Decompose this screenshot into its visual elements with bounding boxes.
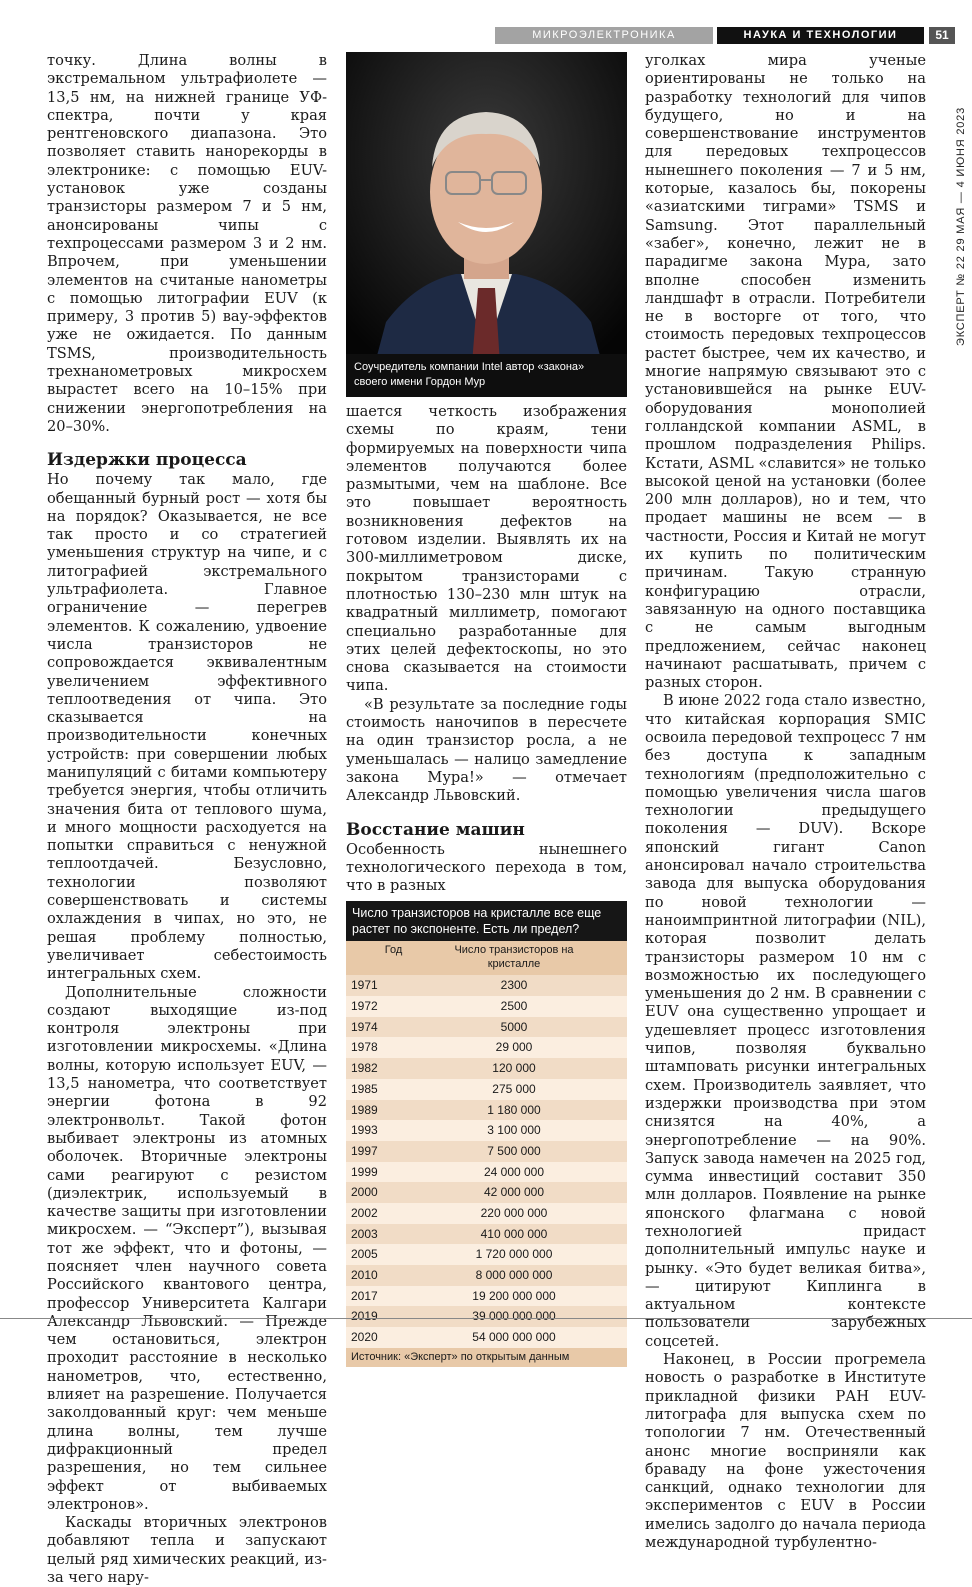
cell-count: 7 500 000 bbox=[487, 1143, 541, 1158]
cell-count: 8 000 000 000 bbox=[475, 1268, 553, 1283]
cell-count: 1 720 000 000 bbox=[475, 1247, 553, 1262]
cell-year: 1982 bbox=[351, 1061, 378, 1076]
table-row bbox=[346, 1327, 627, 1348]
cell-count: 275 000 bbox=[492, 1081, 536, 1096]
cell-year: 2017 bbox=[351, 1288, 378, 1303]
table-row bbox=[346, 1058, 627, 1079]
portrait-photo bbox=[346, 52, 627, 397]
table-row bbox=[346, 1141, 627, 1162]
cell-count: 5000 bbox=[500, 1019, 528, 1034]
column-3 bbox=[645, 52, 926, 1552]
column-2 bbox=[346, 52, 627, 1367]
column-header-year: Год bbox=[384, 944, 403, 957]
transistor-table bbox=[346, 901, 627, 1366]
cell-year: 2010 bbox=[351, 1268, 378, 1283]
cell-year: 1993 bbox=[351, 1123, 378, 1138]
table-row bbox=[346, 1079, 627, 1100]
cell-year: 1997 bbox=[351, 1143, 378, 1158]
paragraph: В июне 2022 года стало известно, что китайская корпорация SMIC освоила передовой техпроцесс 7 нм без доступа к западным технологиям (предположительно с помощью увеличения числа шагов технологии предыдущего поколения — DUV). Вскоре японский гигант Canon анонсировал начало строительства завода для выпуска оборудования по новой технологии — наноимпринтной литографии (NIL), которая позволит делать транзисторы размером 10 нм с возможностью их последующего уменьшения до 2 нм. В сравнении с EUV она существенно упрощает и удешевляет процесс изготовления чипов, позволяя буквально штамповать рисунки интегральных схем. Производитель заявляет, что издержки производства при этом снизятся на 40%, а энергопотребление — на 90%. Запуск завода намечен на 2025 год, сумма инвестиций составит 350 млн долларов. Появление на рынке японского флагмана с новой технологией придаст дополнительный импульс науке и рынку. «Это будет великая битва», — цитируют Киплинга в актуальном контексте пользователи зарубежных соцсетей. bbox=[645, 692, 926, 1350]
cell-count: 29 000 bbox=[495, 1040, 533, 1055]
table-header bbox=[346, 941, 627, 975]
issue-label: ЭКСПЕРТ № 22 29 МАЯ — 4 ИЮНЯ 2023 bbox=[955, 107, 967, 346]
table-row bbox=[346, 1224, 627, 1245]
paragraph: Особенность нынешнего технологического перехода в том, что в разных bbox=[346, 840, 627, 895]
cell-year: 1985 bbox=[351, 1081, 378, 1096]
table-row bbox=[346, 1182, 627, 1203]
cell-year: 2000 bbox=[351, 1185, 378, 1200]
subheading: Восстание машин bbox=[346, 819, 525, 840]
issue-strip bbox=[942, 56, 967, 346]
cell-count: 220 000 000 bbox=[480, 1205, 548, 1220]
cell-count: 120 000 bbox=[492, 1061, 536, 1076]
cell-count: 54 000 000 000 bbox=[472, 1330, 556, 1345]
cell-count: 3 100 000 bbox=[487, 1123, 541, 1138]
table-row bbox=[346, 975, 627, 996]
table-row bbox=[346, 1203, 627, 1224]
cell-year: 2019 bbox=[351, 1309, 378, 1324]
section-label: МИКРОЭЛЕКТРОНИКА bbox=[495, 27, 713, 44]
subheading: Издержки процесса bbox=[47, 450, 247, 471]
column-header-count: Число транзисторов на кристалле bbox=[454, 944, 574, 971]
paragraph: Дополнительные сложности создают выходящие из-под контроля электроны при изготовлении микросхемы. «Длина волны, которую использует EUV, — 13,5 нанометра, что соответствует энергии фотона в 92 электронвольт. Такой фотон выбивает электроны из атомных оболочек. Вторичные электроны сами реагируют с резистом (диэлектрик, используемый в качестве защиты при изготовлении микросхем. — “Эксперт”), вызывая тот же эффект, что и фотоны, — поясняет член научного совета Российского квантового центра, профессор Университета Калгари Александр Львовский. — Прежде чем остановиться, электрон проходит расстояние в несколько нанометров, что, естественно, влияет на разрешение. Получается заколдованный круг: чем меньше длина волны, тем лучше дифракционный предел разрешения, но тем сильнее эффект от выбиваемых электронов». bbox=[47, 983, 327, 1513]
cell-year: 1978 bbox=[351, 1040, 378, 1055]
paragraph: шается четкость изображения схемы по краям, тени формируемых на поверхности чипа элементов получаются более размытыми, чем на шаблоне. Все это повышает вероятность возникновения дефектов на готовом изделии. Выявлять их на 300-миллиметровом диске, покрытом транзисторами с плотностью 130–230 млн штук на квадратный миллиметр, помогают специально разработанные для этих целей дефектоскопы, но это снова сказывается на стоимости чипа. bbox=[346, 403, 627, 695]
table-row bbox=[346, 1100, 627, 1121]
cell-count: 410 000 000 bbox=[480, 1226, 548, 1241]
cell-count: 2300 bbox=[500, 978, 528, 993]
cell-count: 1 180 000 bbox=[487, 1102, 541, 1117]
cell-count: 42 000 000 bbox=[483, 1185, 545, 1200]
cell-year: 2003 bbox=[351, 1226, 378, 1241]
cell-year: 2005 bbox=[351, 1247, 378, 1262]
table-row bbox=[346, 1306, 627, 1327]
paragraph: Каскады вторичных электронов добавляют тепла и запускают целый ряд химических реакций, из-за чего нару- bbox=[47, 1514, 327, 1587]
table-row bbox=[346, 1286, 627, 1307]
cell-year: 1999 bbox=[351, 1164, 378, 1179]
page-number: 51 bbox=[929, 27, 955, 44]
table-row bbox=[346, 996, 627, 1017]
cell-year: 1989 bbox=[351, 1102, 378, 1117]
cell-count: 2500 bbox=[500, 999, 528, 1014]
table-row bbox=[346, 1037, 627, 1058]
paragraph: уголках мира ученые ориентированы не только на разработку технологий для чипов будущего, но и на совершенствование инструментов для передовых техпроцессов нынешнего поколения — 7 и 5 нм, которые, казалось бы, покорены «азиатскими тиграми» TSMS и Samsung. Этот параллельный «забег», конечно, лежит не в парадигме закона Мура, зато вполне способен изменить ландшафт в отрасли. Потребители не в восторге от того, что стоимость передовых техпроцессов растет быстрее, чем их качество, и многие напрямую связывают это с установившейся на рынке EUV-оборудования монополией голландской компании ASML, в прошлом подразделения Philips. Кстати, ASML «славится» не только высокой ценой на установки (более 200 млн долларов), но и тем, что продает машины не всем — в частности, Россия и Китай не могут их купить по политическим причинам. Такую странную конфигурацию отрасли, завязанную на одного поставщика с не самым выгодным предложением, сейчас наконец начинают расшатывать, причем с разных сторон. bbox=[645, 52, 926, 692]
table-row bbox=[346, 1162, 627, 1183]
table-title: Число транзисторов на кристалле все еще растет по экспоненте. Есть ли предел? bbox=[346, 901, 627, 941]
cell-year: 2002 bbox=[351, 1205, 378, 1220]
cell-year: 2020 bbox=[351, 1330, 378, 1345]
table-source: Источник: «Эксперт» по открытым данным bbox=[346, 1348, 627, 1367]
table-row bbox=[346, 1244, 627, 1265]
paragraph: Наконец, в России прогремела новость о разработке в Институте прикладной физики РАН EUV-литографа для выпуска схем по топологии 7 нм. Отечественный анонс многие восприняли как браваду на фоне ужесточения санкций, однако технологии для экспериментов с EUV в России имелись задолго до начала периода международной турбулентно- bbox=[645, 1351, 926, 1552]
column-1 bbox=[47, 52, 327, 1587]
bottom-rule bbox=[0, 1318, 972, 1319]
paragraph: «В результате за последние годы стоимость наночипов в пересчете на один транзистор росла, а не уменьшалась — налицо замедление закона Мура!» — отмечает Александр Львовский. bbox=[346, 695, 627, 805]
cell-year: 1972 bbox=[351, 999, 378, 1014]
paragraph: точку. Длина волны в экстремальном ультрафиолете — 13,5 нм, на нижней границе УФ-спектра, почти у края рентгеновского диапазона. Это позволяет ставить нанорекорды в электронике: с помощью EUV-установок уже созданы транзисторы размером 7 и 5 нм, анонсированы чипы с техпроцессами размером 3 и 2 нм. Впрочем, при уменьшении элементов на считаные нанометры с помощью литографии EUV (к примеру, 3 против 5) вау-эффектов уже не ожидается. По данным TSMS, производительность трехнанометровых микросхем вырастет всего на 10–15% при снижении энергопотребления на 20–30%. bbox=[47, 52, 327, 435]
cell-count: 19 200 000 000 bbox=[472, 1288, 556, 1303]
cell-year: 1974 bbox=[351, 1019, 378, 1034]
table-row bbox=[346, 1017, 627, 1038]
rubric-label: НАУКА И ТЕХНОЛОГИИ bbox=[717, 27, 924, 44]
cell-year: 1971 bbox=[351, 978, 378, 993]
table-body bbox=[346, 975, 627, 1347]
paragraph: Но почему так мало, где обещанный бурный рост — хотя бы на порядок? Оказывается, не все так просто и со стратегией уменьшения структур на чипе, и с литографией экстремального ультрафиолета. Главное ограничение — перегрев элементов. К сожалению, удвоение числа транзисторов не сопровождается эквивалентным увеличением эффективного теплоотведения от чипа. Это сказывается на производительности конечных устройств: при совершении любых манипуляций с битами компьютеру требуется энергия, чтобы отличить значения бита от теплового шума, и много мощности расходуется на попытки справиться с ненужной теплоотдачей. Безусловно, технологии позволяют совершенствовать и системы охлаждения в чипах, но это, не решая проблему полностью, увеличивает себестоимость интегральных схем. bbox=[47, 471, 327, 983]
cell-count: 39 000 000 000 bbox=[472, 1309, 556, 1324]
table-row bbox=[346, 1265, 627, 1286]
portrait-illustration bbox=[346, 52, 627, 397]
cell-count: 24 000 000 bbox=[483, 1164, 545, 1179]
table-row bbox=[346, 1120, 627, 1141]
photo-caption: Соучредитель компании Intel автор «закона» своего имени Гордон Мур bbox=[346, 354, 627, 397]
